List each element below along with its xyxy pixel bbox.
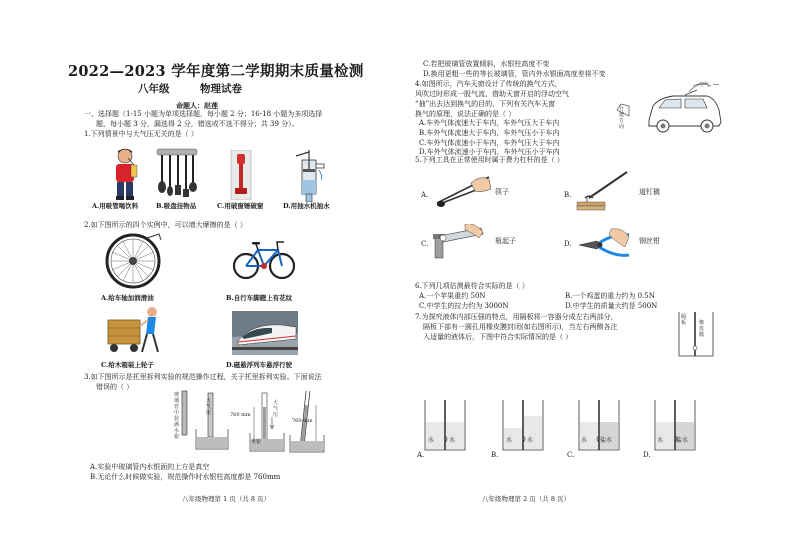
q1-figure-boy-drinking bbox=[106, 147, 144, 201]
exam-title: 2022—2023 学年度第二学期期末质量检测 bbox=[68, 63, 364, 80]
q3-label-mercury: 水银 bbox=[251, 439, 262, 445]
question-4-line-4: 换气的原理，说法正确的是（ ） bbox=[415, 110, 516, 118]
q2-figure-maglev-train bbox=[232, 311, 298, 355]
q5-option-d-letter: D. bbox=[564, 240, 572, 248]
q4-option-d: D.车外气体流速小于车内，车外气压小于车内 bbox=[419, 148, 560, 156]
q5-option-b-letter: B. bbox=[564, 191, 572, 199]
q4-label-air: 空气 bbox=[699, 82, 710, 88]
q7-c-left-liquid: 水 bbox=[581, 437, 588, 444]
q5-option-c-letter: C. bbox=[421, 240, 429, 248]
q5-option-a-label: 筷子 bbox=[495, 188, 509, 196]
q7-d-right-liquid: 盐水 bbox=[676, 437, 689, 444]
q6-option-c: C.中学生的拉力约为 3000N bbox=[419, 302, 509, 310]
question-1: 1.下列情景中与大气压无关的是（ ） bbox=[84, 130, 198, 138]
question-6: 6.下列几项估测最符合实际的是（ ） bbox=[415, 282, 529, 290]
question-7-line-2: 隔板下部有一圆孔用橡皮膜封闭(如右图所示)，当左右两侧各注 bbox=[423, 323, 618, 331]
q4-option-a: A.车外气体流速大于车内，车外气压大于车内 bbox=[419, 119, 560, 127]
q5-option-a-letter: A. bbox=[421, 191, 429, 199]
question-5: 5.下列工具在正常使用时属于费力杠杆的是（ ） bbox=[415, 156, 564, 164]
q7-a-right-liquid: 水 bbox=[449, 437, 456, 444]
q5-figure-bottle-opener bbox=[431, 224, 489, 264]
question-3-line-1: 3.如下图所示是托里拆利实验的规范操作过程，关于托里拆利实验。下面说法 bbox=[84, 373, 322, 381]
q7-b-right-liquid: 水 bbox=[527, 437, 534, 444]
q2-figure-bicycle bbox=[232, 236, 296, 282]
q2-option-a: A.给车轴加润滑油 bbox=[101, 294, 154, 302]
q7-c-right-liquid: 盐水 bbox=[600, 437, 613, 444]
q2-option-d: D.磁悬浮列车悬浮行驶 bbox=[226, 361, 293, 369]
q7-option-d: D. bbox=[643, 451, 651, 459]
q3-label-air-pressure-2: 大气压 bbox=[206, 398, 212, 416]
q5-figure-chopsticks bbox=[433, 171, 493, 211]
q1-option-d: D.用抽水机抽水 bbox=[283, 202, 330, 210]
page-1-footer: 八年级物理第 1 页（共 8 页） bbox=[182, 495, 271, 503]
question-4-line-1: 4.如图所示，汽车天窗设计了传统的换气方式， bbox=[415, 80, 562, 88]
q3-label-tube: 玻璃管中装满水银 bbox=[174, 392, 180, 440]
q7-d-left-liquid: 水 bbox=[657, 437, 664, 444]
q5-figure-nail-puller bbox=[575, 168, 631, 212]
q1-figure-window-hammer bbox=[229, 150, 253, 200]
q6-option-b: B.一个鸡蛋的重力约为 0.5N bbox=[565, 292, 655, 300]
q4-option-b: B.车外气体流速大于车内，车外气压小于车内 bbox=[419, 129, 560, 137]
q7-b-left-liquid: 水 bbox=[506, 437, 513, 444]
q7-a-left-liquid: 水 bbox=[428, 437, 435, 444]
q3-label-760-a: 760 mm bbox=[230, 412, 251, 418]
q7-option-a: A. bbox=[417, 451, 425, 459]
q3-option-b: B.无论什么时候做实验，规范操作时水银柱高度都是 760mm bbox=[90, 473, 281, 481]
question-4-line-3: “抽”出去达到换气的目的，下列有关汽车天窗 bbox=[415, 100, 556, 108]
q5-option-d-label: 钢丝钳 bbox=[639, 237, 660, 245]
q2-option-b: B.自行车脚蹬上有花纹 bbox=[226, 294, 293, 302]
instructions-line-2: 题，每小题 3 分，漏选得 2 分，错选或不选不得分；共 39 分）。 bbox=[96, 120, 299, 128]
q4-label-direction: 行驶方向 bbox=[619, 106, 625, 130]
q4-option-c: C.车外气体流速小于车内，车外气压大于车内 bbox=[419, 139, 560, 147]
q5-option-c-label: 瓶起子 bbox=[495, 237, 516, 245]
question-4-line-2: 风吹过时形成一股气流，借助天窗开启的浮动空气 bbox=[415, 90, 569, 98]
q6-option-a: A.一个苹果重约 50N bbox=[419, 292, 486, 300]
exam-author: 命题人：赵莲 bbox=[176, 101, 218, 110]
q3-option-a: A.实验中玻璃管内水银面的上方是真空 bbox=[90, 463, 210, 471]
q7-label-partition: 隔板 bbox=[681, 314, 687, 326]
q2-figure-box-on-wheels bbox=[104, 306, 166, 354]
question-7-line-1: 7.为探究液体内部压强的特点，用隔板将一容器分成左右两部分， bbox=[415, 313, 618, 321]
q5-figure-pliers bbox=[575, 225, 631, 267]
q2-option-c: C.给木箱装上轮子 bbox=[101, 361, 154, 369]
q3-label-air-pressure-1: 大气压 bbox=[273, 400, 279, 418]
q3-label-760-b: 760 mm bbox=[292, 418, 313, 424]
q7-label-membrane: 橡皮膜 bbox=[699, 320, 705, 338]
exam-subject: 物理试卷 bbox=[200, 83, 242, 95]
question-7-line-3: 入适量的液体后，下图中符合实际情况的是（ ） bbox=[423, 333, 573, 341]
q1-figure-water-pump bbox=[292, 150, 326, 202]
q7-option-b: B. bbox=[491, 451, 499, 459]
q2-figure-wheel bbox=[103, 232, 163, 290]
q1-option-a: A.用吸管喝饮料 bbox=[92, 202, 139, 210]
question-3-line-2: 错误的（ ） bbox=[96, 383, 134, 391]
exam-grade: 八年级 bbox=[138, 83, 170, 95]
q3-option-d: D.换用更粗一些的等长玻璃管，管内外水银面高度差将不变 bbox=[423, 70, 606, 78]
question-2: 2.如下图所示的四个实例中，可以增大摩擦的是（ ） bbox=[84, 221, 247, 229]
q7-option-c: C. bbox=[567, 451, 575, 459]
q1-option-c: C.用破窗锤破窗 bbox=[217, 202, 264, 210]
q1-figure-suction-hooks bbox=[156, 147, 198, 201]
q4-figure-car-sunroof bbox=[615, 82, 725, 138]
page-2-footer: 八年级物理第 2 页（共 8 页） bbox=[482, 495, 571, 503]
q5-option-b-label: 道钉撬 bbox=[639, 188, 660, 196]
q6-option-d: D.中学生的质量大约是 500N bbox=[565, 302, 658, 310]
page-2 bbox=[397, 0, 794, 543]
q1-option-b: B.吸盘挂物品 bbox=[156, 202, 197, 210]
q3-option-c: C.若把玻璃管放置倾斜，水银柱高度不变 bbox=[423, 60, 550, 68]
instructions-line-1: 一、选择题（1-15 小题为单项选择题，每小题 2 分；16-18 小题为多项选择 bbox=[84, 110, 323, 118]
